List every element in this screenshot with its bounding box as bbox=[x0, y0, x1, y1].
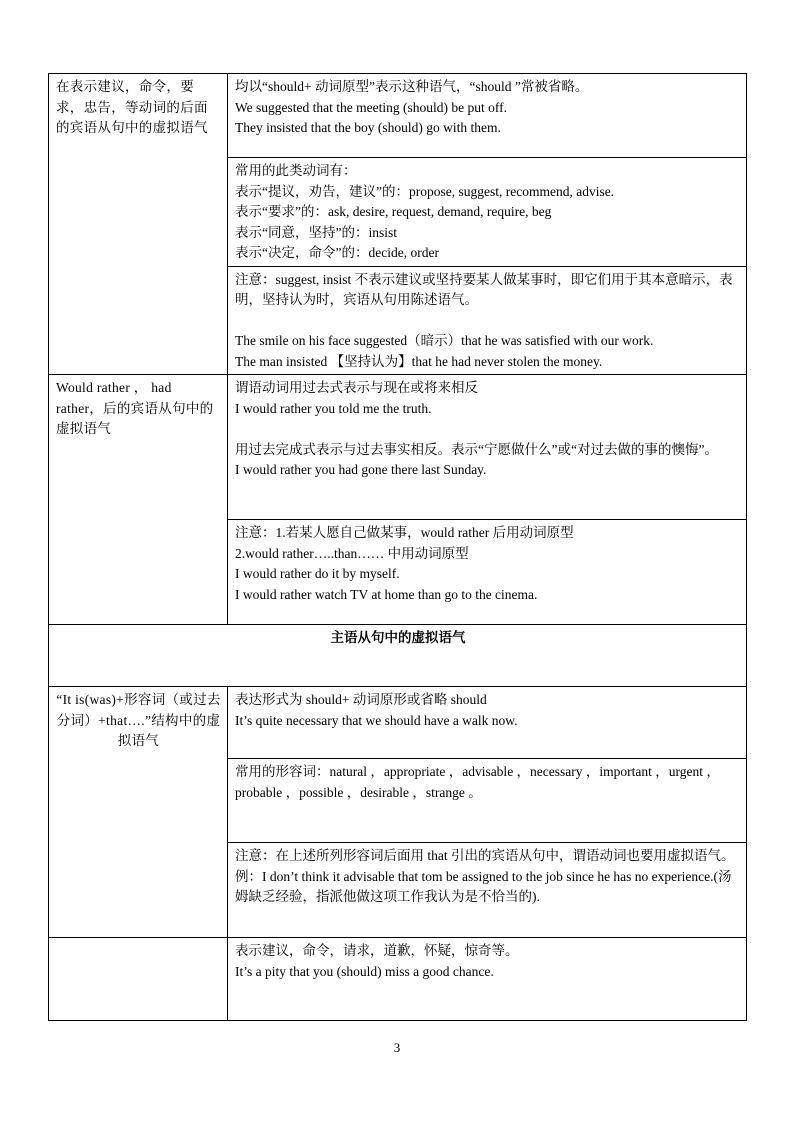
row-label-suggest-verbs: 在表示建议，命令，要求，忠告，等动词的后面的宾语从句中的虚拟语气 bbox=[49, 74, 228, 375]
content-cell bbox=[228, 375, 747, 520]
text-line: 表示建议，命令，请求，道歉，怀疑，惊奇等。 bbox=[235, 943, 519, 958]
example-sentence: I would rather you had gone there last Sunday. bbox=[235, 462, 487, 477]
text-line: 均以“should+ 动词原型”表示这种语气，“should ”常被省略。 bbox=[235, 79, 589, 94]
content-cell bbox=[228, 938, 747, 1021]
content-cell bbox=[228, 158, 747, 267]
example-sentence: I would rather watch TV at home than go to the cinema. bbox=[235, 586, 538, 602]
content-cell bbox=[228, 74, 747, 158]
example-sentence: 例：I don’t think it advisable that tom be assigned to the job since he has no experience.(汤姆缺乏经验，指派他做这项工作我认为是不恰当的). bbox=[235, 868, 732, 904]
example-sentence: We suggested that the meeting (should) be put off. bbox=[235, 99, 507, 115]
text-line: 常用的此类动词有： bbox=[235, 163, 357, 178]
table-row bbox=[49, 625, 747, 687]
page-number: 3 bbox=[393, 1040, 401, 1055]
text-line: 表示“同意，坚持”的：insist bbox=[235, 224, 397, 240]
row-label-would-rather: Would rather ， had rather，后的宾语从句中的虚拟语气 bbox=[49, 375, 228, 625]
note-text: 注意：1.若某人愿自己做某事，would rather 后用动词原型 bbox=[235, 525, 574, 540]
table-row bbox=[49, 375, 747, 520]
example-sentence: I would rather do it by myself. bbox=[235, 566, 400, 581]
content-cell bbox=[228, 843, 747, 938]
content-cell bbox=[228, 759, 747, 843]
text-line: 常用的形容词：natural ，appropriate ，advisable ，necessary ，important ，urgent ，probable ，possible ，desirable ，strange 。 bbox=[235, 764, 720, 800]
text-line: 谓语动词用过去式表示与现在或将来相反 bbox=[235, 380, 478, 395]
text-line: 表示“要求”的：ask, desire, request, demand, require, beg bbox=[235, 204, 552, 219]
text-line: 表示“决定，命令”的：decide, order bbox=[235, 245, 439, 260]
table-row bbox=[49, 687, 747, 759]
section-heading: 主语从句中的虚拟语气 bbox=[49, 625, 747, 687]
example-sentence: They insisted that the boy (should) go with them. bbox=[235, 120, 501, 135]
text-line: 表达形式为 should+ 动词原形或省略 should bbox=[235, 692, 487, 707]
text-line: 表示“提议，劝告，建议”的：propose, suggest, recommend, advise. bbox=[235, 183, 615, 199]
example-sentence: It’s a pity that you (should) miss a good chance. bbox=[235, 963, 494, 979]
example-sentence: I would rather you told me the truth. bbox=[235, 400, 432, 416]
grammar-table bbox=[48, 73, 747, 1021]
table-row bbox=[49, 938, 747, 1021]
row-label-empty bbox=[49, 938, 228, 1021]
content-cell bbox=[228, 266, 747, 375]
row-label-it-is-adjective: “It is(was)+形容词（或过去分词）+that….”结构中的虚拟语气 bbox=[49, 687, 228, 938]
table-row bbox=[49, 74, 747, 158]
blank-line bbox=[235, 419, 740, 440]
blank-line bbox=[235, 311, 740, 332]
text-line: 用过去完成式表示与过去事实相反。表示“宁愿做什么”或“对过去做的事的懊悔”。 bbox=[235, 441, 718, 457]
content-cell bbox=[228, 520, 747, 625]
text-line: 2.would rather…..than…… 中用动词原型 bbox=[235, 545, 469, 561]
content-cell bbox=[228, 687, 747, 759]
note-text: 注意：suggest, insist 不表示建议或坚持要某人做某事时，即它们用于其本意暗示，表明，坚持认为时，宾语从句用陈述语气。 bbox=[235, 271, 733, 307]
example-sentence: It’s quite necessary that we should have a walk now. bbox=[235, 712, 518, 728]
example-sentence: The smile on his face suggested（暗示）that he was satisfied with our work. bbox=[235, 333, 654, 348]
example-sentence: The man insisted 【坚持认为】that he had never stolen the money. bbox=[235, 353, 603, 369]
note-text: 注意：在上述所列形容词后面用 that 引出的宾语从句中，谓语动词也要用虚拟语气。 bbox=[235, 848, 735, 863]
